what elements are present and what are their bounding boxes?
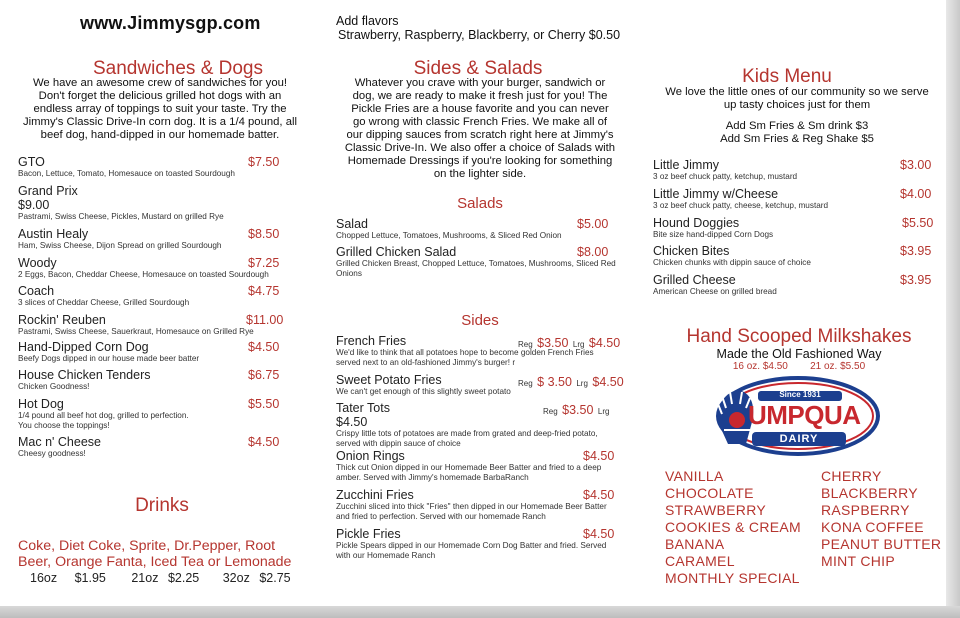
menu-item — [653, 187, 893, 211]
item-description: Pickle Spears dipped in our Homemade Corn Dog Batter and fried. Served with our Homemade Ranch — [336, 541, 607, 560]
item-name: Little Jimmy w/Cheese — [653, 187, 779, 201]
item-name: GTO — [18, 155, 45, 169]
kids-addon-2: Add Sm Fries & Reg Shake $5 — [720, 133, 874, 145]
item-name: Onion Rings — [336, 449, 405, 463]
item-price: $6.75 — [248, 368, 280, 382]
flavor-item: PEANUT BUTTER — [821, 536, 942, 552]
item-description: 3 oz beef chuck patty, ketchup, mustard — [653, 172, 798, 181]
flavor-item: CARAMEL — [665, 553, 735, 569]
page-edge-shadow — [946, 0, 960, 618]
lrg-price: $4.50 — [588, 336, 621, 350]
flavor-item: CHERRY — [821, 468, 882, 484]
flavor-item: MONTHLY SPECIAL — [665, 570, 800, 586]
flavor-item: MINT CHIP — [821, 553, 895, 569]
lrg-label: Lrg — [572, 340, 585, 349]
reg-price: $3.50 — [562, 403, 594, 417]
item-price: $8.00 — [577, 245, 609, 259]
flavor-item: CHOCOLATE — [665, 485, 754, 501]
drink-price: $2.25 — [167, 571, 200, 585]
menu-item — [336, 527, 616, 561]
flavor-item: BANANA — [665, 536, 725, 552]
milkshakes-heading: Hand Scooped Milkshakes — [686, 326, 912, 347]
item-name: Pickle Fries — [336, 527, 401, 541]
item-name: Hand-Dipped Corn Dog — [18, 340, 149, 354]
item-description: Ham, Swiss Cheese, Dijon Spread on grilled Sourdough — [18, 241, 222, 250]
item-name: Salad — [336, 217, 368, 231]
drink-sizes — [30, 571, 291, 585]
item-price: $3.95 — [900, 273, 932, 287]
menu-item — [336, 449, 611, 483]
flavor-item: RASPBERRY — [821, 502, 910, 518]
lrg-label: Lrg — [597, 407, 610, 416]
item-name: Zucchini Fries — [336, 488, 414, 502]
item-price: $8.50 — [248, 227, 280, 241]
item-price: $4.50 — [583, 527, 615, 541]
drink-size: 21oz — [131, 571, 159, 585]
item-name: Mac n' Cheese — [18, 435, 101, 449]
item-description: Crispy little tots of potatoes are made from grated and deep-fried potato, served with dippin sauce of choice — [336, 429, 598, 448]
milkshake-flavors-right — [821, 468, 941, 570]
item-description-extra: You choose the toppings! — [18, 421, 110, 430]
menu-item — [336, 245, 616, 279]
lrg-label: Lrg — [576, 379, 588, 388]
item-price: $3.95 — [900, 244, 932, 258]
item-description: Zucchini sliced into thick "Fries" then dipped in our Homemade Beer Batter and fried to perfection. Served with our homemade Ranch — [336, 502, 607, 521]
item-description: 2 Eggs, Bacon, Cheddar Cheese, Homesauce on toasted Sourdough — [18, 270, 269, 279]
item-description: Chopped Lettuce, Tomatoes, Mushrooms, & Sliced Red Onion — [336, 231, 562, 240]
reg-label: Reg — [518, 340, 533, 349]
menu-item — [653, 216, 893, 240]
item-name: Austin Healy — [18, 227, 89, 241]
flavor-item: KONA COFFEE — [821, 519, 924, 535]
item-name: Grand Prix — [18, 184, 78, 198]
drinks-heading: Drinks — [135, 495, 189, 516]
item-price: $4.50 — [248, 340, 280, 354]
item-description: We can't get enough of this slightly sweet potato — [336, 387, 511, 396]
drink-price: $1.95 — [74, 571, 106, 585]
item-name: Sweet Potato Fries — [336, 373, 442, 387]
item-name: Tater Tots — [336, 401, 390, 415]
kids-heading: Kids Menu — [742, 66, 832, 87]
item-price: $7.25 — [248, 256, 280, 270]
item-price: $4.00 — [900, 187, 932, 201]
flavor-item: STRAWBERRY — [665, 502, 767, 518]
item-name: House Chicken Tenders — [18, 368, 151, 382]
item-price: $3.00 — [900, 158, 932, 172]
milkshake-sizes: 16 oz. $4.50 21 oz. $5.50 — [732, 361, 866, 372]
item-description: Cheesy goodness! — [18, 449, 86, 458]
flavor-item: VANILLA — [665, 468, 724, 484]
item-description: 3 oz beef chuck patty, cheese, ketchup, mustard — [653, 201, 829, 210]
item-name: French Fries — [336, 334, 407, 348]
logo-dairy: DAIRY — [779, 433, 819, 445]
salads-heading: Salads — [457, 195, 503, 212]
reg-price: $ 3.50 — [537, 375, 572, 389]
item-price: $4.50 — [583, 449, 615, 463]
item-description: Bite size hand-dipped Corn Dogs — [653, 230, 774, 239]
menu-item — [653, 273, 893, 297]
item-name: Woody — [18, 256, 57, 270]
logo-since: Since 1931 — [779, 390, 821, 399]
milkshake-flavors-left — [665, 468, 801, 587]
item-price: $11.00 — [246, 313, 284, 327]
item-price: $4.50 — [248, 435, 280, 449]
item-description: Grilled Chicken Breast, Chopped Lettuce, Tomatoes, Mushrooms, Sliced Red Onions — [336, 259, 616, 278]
item-price: $5.50 — [248, 397, 280, 411]
item-description: Thick cut Onion dipped in our Homemade Beer Batter and fried to a deep amber. Served with Jimmy's homemade BarbaRanch — [336, 463, 602, 482]
item-description: Beefy Dogs dipped in our house made beer batter — [18, 354, 200, 363]
item-description: American Cheese on grilled bread — [653, 287, 777, 296]
sandwiches-intro: We have an awesome crew of sandwiches for you! Don't forget the delicious grilled hot dogs with an endless array of toppings to suit your taste. Try the Jimmy's Classic Drive-In corn dog. It is a 1/4 pound, all beef dog, hand-dipped in our homemade batter. — [22, 77, 297, 141]
item-description: 1/4 pound all beef hot dog, grilled to perfection. — [18, 411, 189, 420]
sides-salads-intro: Whatever you crave with your burger, sandwich or dog, we are ready to make it fresh just for you! The Pickle Fries are a house favorite and you can never go wrong with classic French Fries. We make all of our dipping sauces from scratch right here at Jimmy's Classic Drive-In. We also offer a choice of Salads with Homemade Dressings if you're looking for something on the lighter side. — [344, 77, 616, 180]
flavor-item: COOKIES & CREAM — [665, 519, 801, 535]
add-flavors-label: Add flavors — [336, 14, 399, 28]
sandwiches-heading: Sandwiches & Dogs — [92, 58, 264, 79]
reg-label: Reg — [543, 407, 558, 416]
menu-item — [336, 488, 616, 522]
item-name: Hound Doggies — [653, 216, 740, 230]
menu-item — [653, 244, 893, 268]
item-price: $4.75 — [248, 284, 280, 298]
item-name: Little Jimmy — [653, 158, 719, 172]
drink-size: 16oz — [30, 571, 58, 585]
reg-price: $3.50 — [537, 336, 569, 350]
item-name: Grilled Cheese — [653, 273, 736, 287]
item-price-row — [543, 401, 609, 419]
kids-intro: We love the little ones of our community so we serve up tasty choices just for them — [665, 86, 929, 111]
item-name: Coach — [18, 284, 55, 298]
item-price: $5.50 — [902, 216, 934, 230]
drinks-list: Coke, Diet Coke, Sprite, Dr.Pepper, Root Beer, Orange Fanta, Iced Tea or Lemonade — [18, 538, 292, 570]
sides-salads-heading: Sides & Salads — [413, 58, 543, 79]
menu-item — [653, 158, 893, 182]
sides-heading: Sides — [461, 312, 499, 329]
menu-item — [336, 217, 609, 241]
item-price-row — [518, 334, 620, 352]
item-name: Grilled Chicken Salad — [336, 245, 457, 259]
item-price: $5.00 — [577, 217, 609, 231]
website-url: www.Jimmysgp.com — [80, 13, 261, 33]
logo-name: UMPQUA — [748, 400, 861, 430]
item-description: Pastrami, Swiss Cheese, Sauerkraut, Homesauce on Grilled Rye — [18, 327, 254, 336]
flavor-item: BLACKBERRY — [821, 485, 918, 501]
drink-size: 32oz — [222, 571, 250, 585]
item-price: $4.50 — [583, 488, 615, 502]
item-price: $9.00 — [18, 198, 50, 212]
item-description: We'd like to think that all potatoes hope to become golden French Fries served next to an old-fashioned Jimmy's burger! r — [336, 348, 594, 367]
milkshakes-subtitle: Made the Old Fashioned Way — [716, 347, 882, 361]
item-description: Bacon, Lettuce, Tomato, Homesauce on toasted Sourdough — [18, 169, 235, 178]
drink-price: $2.75 — [259, 571, 291, 585]
item-description: Chicken Goodness! — [18, 382, 90, 391]
kids-addon-1: Add Sm Fries & Sm drink $3 — [725, 120, 869, 132]
item-name: Chicken Bites — [653, 244, 730, 258]
item-description: Pastrami, Swiss Cheese, Pickles, Mustard on grilled Rye — [18, 212, 224, 221]
lrg-price: $4.50 — [592, 375, 624, 389]
page-edge-shadow — [0, 606, 960, 618]
umpqua-dairy-logo — [712, 374, 882, 458]
add-flavors-list: Strawberry, Raspberry, Blackberry, or Cherry $0.50 — [338, 28, 621, 42]
item-description: Chicken chunks with dippin sauce of choice — [653, 258, 811, 267]
item-description: 3 slices of Cheddar Cheese, Grilled Sourdough — [18, 298, 190, 307]
menu-item — [18, 184, 288, 222]
reg-label: Reg — [518, 379, 533, 388]
item-name: Hot Dog — [18, 397, 64, 411]
item-price: $4.50 — [336, 415, 368, 429]
item-name: Rockin' Reuben — [18, 313, 106, 327]
item-price-row — [518, 373, 624, 391]
item-price: $7.50 — [248, 155, 280, 169]
